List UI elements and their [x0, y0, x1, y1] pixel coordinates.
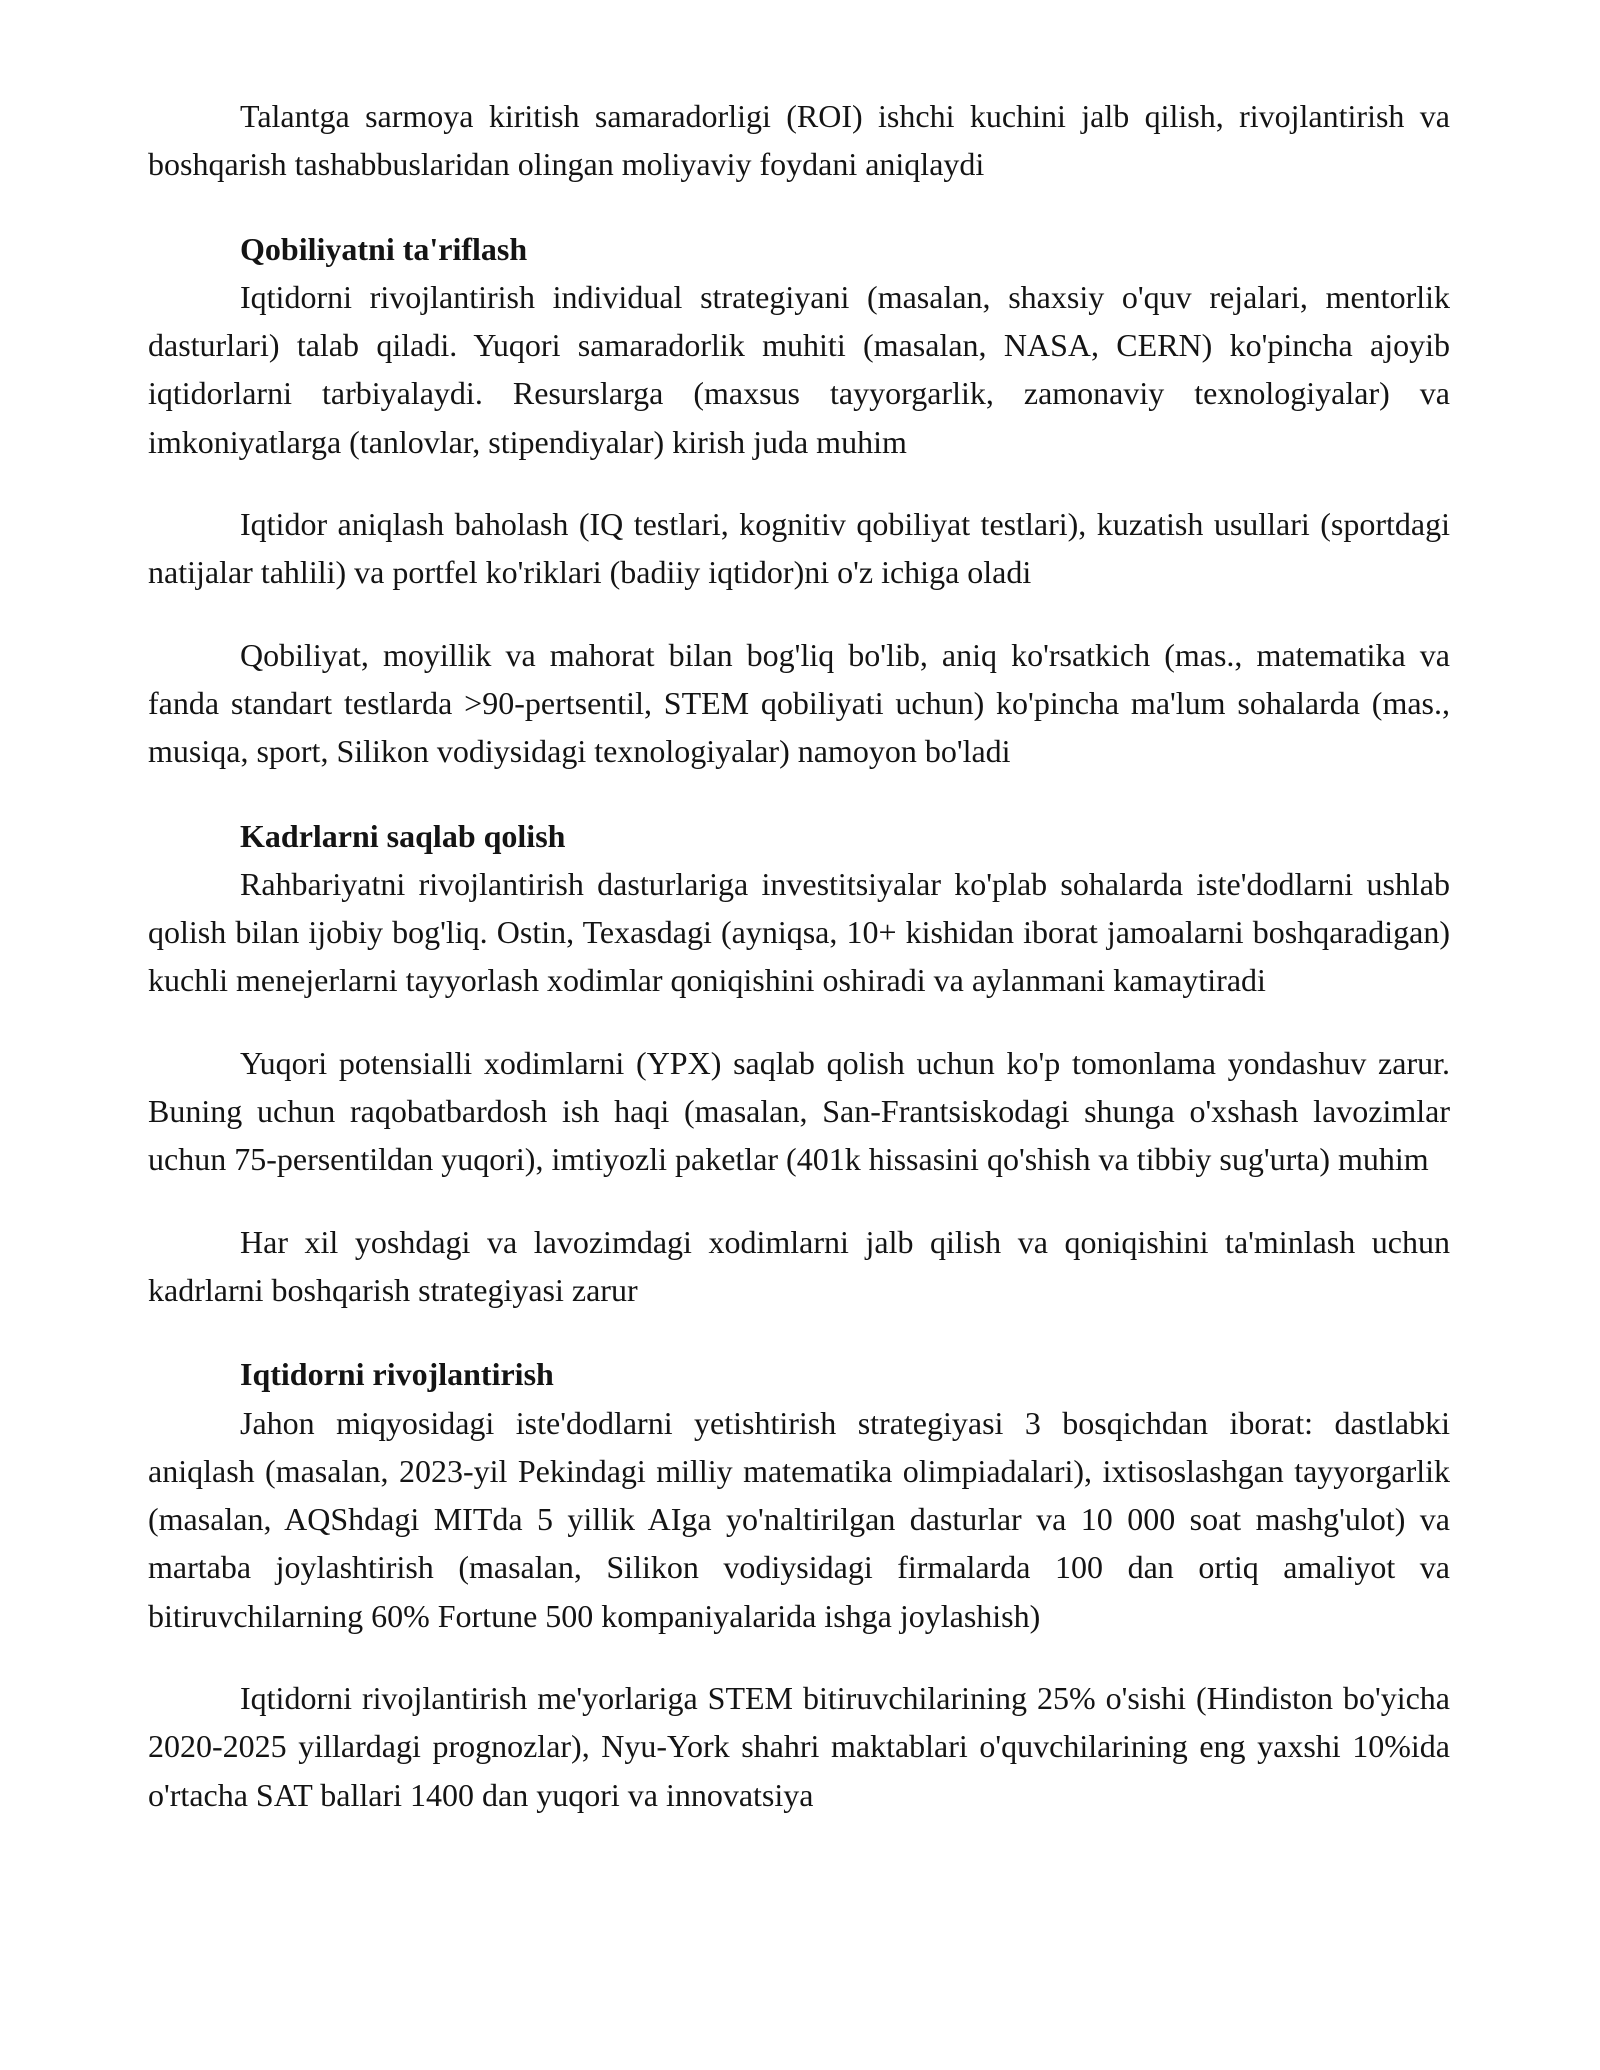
paragraph-talent-assessment: Iqtidor aniqlash baholash (IQ testlari, kognitiv qobiliyat testlari), kuzatish usullari (sportdagi natijalar tahlili) va portfel ko'riklari (badiiy iqtidor)ni o'z ichiga oladi — [148, 506, 1450, 591]
paragraph-high-potential-retention: Yuqori potensialli xodimlarni (YPX) saqlab qolish uchun ko'p tomonlama yondashuv zarur. Buning uchun raqobatbardosh ish haqi (masalan, San-Frantsiskodagi shunga o'xshash lavozimlar uchun 75-persentildan yuqori), imtiyozli paketlar (401k hissasini qo'shish va tibbiy sug'urta) muhim — [148, 1044, 1450, 1178]
paragraph-ability-indicators: Qobiliyat, moyillik va mahorat bilan bog'liq bo'lib, aniq ko'rsatkich (mas., matematika va fanda standart testlarda >90-pertsentil, STEM qobiliyati uchun) ko'pincha ma'lum sohalarda (mas., musiqa, sport, Silikon vodiysidagi texnologiyalar) namoyon bo'ladi — [148, 636, 1450, 770]
heading-kadrlarni-saqlab-qolish: Kadrlarni saqlab qolish — [240, 817, 566, 854]
paragraph-roi: Talantga sarmoya kiritish samaradorligi (ROI) ishchi kuchini jalb qilish, rivojlantirish va boshqarish tashabbuslaridan olingan moliyaviy foydani aniqlaydi — [148, 98, 1450, 183]
heading-iqtidorni-rivojlantirish: Iqtidorni rivojlantirish — [240, 1356, 554, 1393]
paragraph-individual-strategy: Iqtidorni rivojlantirish individual strategiyani (masalan, shaxsiy o'quv rejalari, mentorlik dasturlari) talab qiladi. Yuqori samaradorlik muhiti (masalan, NASA, CERN) ko'pincha ajoyib iqtidorlarni tarbiyalaydi. Resurslarga (maxsus tayyorgarlik, zamonaviy texnologiyalar) va imkoniyatlarga (tanlovlar, stipendiyalar) kirish juda muhim — [148, 278, 1450, 460]
paragraph-cultivation-strategy: Jahon miqyosidagi iste'dodlarni yetishtirish strategiyasi 3 bosqichdan iborat: dastlabki aniqlash (masalan, 2023-yil Pekindagi milliy matematika olimpiadalari), ixtisoslashgan tayyorgarlik (masalan, AQShdagi MITda 5 yillik AIga yo'naltirilgan dasturlar va 10 000 soat mashg'ulot) va martaba joylashtirish (masalan, Silikon vodiysidagi firmalarda 100 dan ortiq amaliyot va bitiruvchilarning 60% Fortune 500 kompaniyalarida ishga joylashish) — [148, 1404, 1450, 1634]
paragraph-hr-strategy: Har xil yoshdagi va lavozimdagi xodimlarni jalb qilish va qoniqishini ta'minlash uchun kadrlarni boshqarish strategiyasi zarur — [148, 1223, 1450, 1308]
paragraph-leadership-programs: Rahbariyatni rivojlantirish dasturlariga investitsiyalar ko'plab sohalarda iste'dodlarni ushlab qolish bilan ijobiy bog'liq. Ostin, Texasdagi (ayniqsa, 10+ kishidan iborat jamoalarni boshqaradigan) kuchli menejerlarni tayyorlash xodimlar qoniqishini oshiradi va aylanmani kamaytiradi — [148, 865, 1450, 999]
heading-qobiliyatni-tariflash: Qobiliyatni ta'riflash — [240, 230, 528, 267]
paragraph-development-benchmarks: Iqtidorni rivojlantirish me'yorlariga STEM bitiruvchilarining 25% o'sishi (Hindiston bo'yicha 2020-2025 yillardagi prognozlar), Nyu-York shahri maktablari o'quvchilarining eng yaxshi 10%ida o'rtacha SAT ballari 1400 dan yuqori va innovatsiya — [148, 1680, 1450, 1813]
document-page — [148, 92, 1450, 1853]
